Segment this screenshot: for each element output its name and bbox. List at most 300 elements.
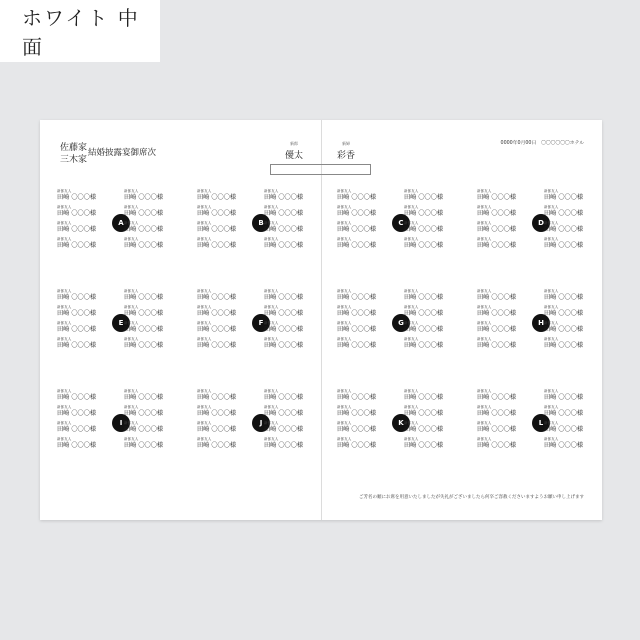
guest-name: 田崎 〇〇〇様	[124, 210, 164, 217]
guest-entry	[544, 190, 596, 201]
guest-entry	[337, 306, 389, 317]
guest-title: 新郎友人	[404, 305, 419, 309]
table-b	[197, 190, 317, 252]
guest-name: 田崎 〇〇〇様	[404, 426, 444, 433]
guest-title: 新郎友人	[197, 237, 212, 241]
guest-name: 田崎 〇〇〇様	[124, 226, 164, 233]
guest-entry	[57, 438, 109, 449]
guest-title: 新郎友人	[337, 205, 352, 209]
table-k	[337, 390, 457, 452]
guest-entry	[544, 338, 596, 349]
guest-name: 田崎 〇〇〇様	[477, 410, 517, 417]
guest-entry	[404, 290, 456, 301]
guest-title: 新郎友人	[57, 405, 72, 409]
guest-name: 田崎 〇〇〇様	[197, 294, 237, 301]
table-l	[477, 390, 597, 452]
guest-name: 田崎 〇〇〇様	[477, 326, 517, 333]
guest-name: 田崎 〇〇〇様	[544, 394, 584, 401]
guest-name: 田崎 〇〇〇様	[477, 310, 517, 317]
guest-title: 新郎友人	[337, 221, 352, 225]
guest-title: 新郎友人	[337, 437, 352, 441]
guest-name: 田崎 〇〇〇様	[264, 426, 304, 433]
guest-title: 新郎友人	[57, 421, 72, 425]
table-marker: K	[392, 414, 410, 432]
guest-title: 新郎友人	[264, 337, 279, 341]
guest-entry	[337, 238, 389, 249]
table-marker: C	[392, 214, 410, 232]
guest-name: 田崎 〇〇〇様	[544, 442, 584, 449]
table-c	[337, 190, 457, 252]
guest-name: 田崎 〇〇〇様	[544, 194, 584, 201]
guest-entry	[337, 190, 389, 201]
guest-entry	[404, 238, 456, 249]
guest-entry	[124, 406, 176, 417]
guest-title: 新郎友人	[264, 189, 279, 193]
guest-entry	[197, 222, 249, 233]
guest-name: 田崎 〇〇〇様	[337, 210, 377, 217]
guest-title: 新郎友人	[57, 337, 72, 341]
guest-entry	[124, 290, 176, 301]
guest-entry	[57, 306, 109, 317]
guest-name: 田崎 〇〇〇様	[337, 226, 377, 233]
guest-title: 新郎友人	[477, 221, 492, 225]
guest-entry	[477, 206, 529, 217]
guest-entry	[404, 338, 456, 349]
guest-name: 田崎 〇〇〇様	[197, 342, 237, 349]
guest-entry	[124, 422, 176, 433]
guest-title: 新郎友人	[544, 289, 559, 293]
guest-name: 田崎 〇〇〇様	[57, 210, 97, 217]
guest-name: 田崎 〇〇〇様	[124, 294, 164, 301]
guest-entry	[264, 406, 316, 417]
groom-name: 優太	[285, 151, 304, 161]
guest-entry	[57, 190, 109, 201]
guest-name: 田崎 〇〇〇様	[57, 242, 97, 249]
guest-name: 田崎 〇〇〇様	[197, 210, 237, 217]
guest-title: 新郎友人	[477, 189, 492, 193]
guest-title: 新郎友人	[544, 205, 559, 209]
guest-entry	[477, 322, 529, 333]
guest-name: 田崎 〇〇〇様	[197, 326, 237, 333]
table-d	[477, 190, 597, 252]
guest-title: 新郎友人	[197, 205, 212, 209]
guest-entry	[197, 206, 249, 217]
guest-title: 新郎友人	[124, 437, 139, 441]
guest-entry	[57, 206, 109, 217]
guest-title: 新郎友人	[264, 237, 279, 241]
guest-name: 田崎 〇〇〇様	[337, 426, 377, 433]
guest-name: 田崎 〇〇〇様	[57, 394, 97, 401]
guest-title: 新郎友人	[544, 237, 559, 241]
guest-title: 新郎友人	[124, 237, 139, 241]
guest-title: 新郎友人	[57, 437, 72, 441]
guest-name: 田崎 〇〇〇様	[404, 210, 444, 217]
guest-title: 新郎友人	[544, 321, 559, 325]
guest-entry	[264, 206, 316, 217]
guest-name: 田崎 〇〇〇様	[337, 310, 377, 317]
guest-name: 田崎 〇〇〇様	[124, 426, 164, 433]
guest-title: 新郎友人	[57, 389, 72, 393]
guest-entry	[477, 390, 529, 401]
guest-name: 田崎 〇〇〇様	[57, 342, 97, 349]
table-f	[197, 290, 317, 352]
guest-title: 新郎友人	[404, 437, 419, 441]
guest-name: 田崎 〇〇〇様	[57, 410, 97, 417]
guest-entry	[57, 238, 109, 249]
guest-name: 田崎 〇〇〇様	[337, 342, 377, 349]
guest-entry	[544, 222, 596, 233]
guest-name: 田崎 〇〇〇様	[477, 342, 517, 349]
table-marker: I	[112, 414, 130, 432]
guest-name: 田崎 〇〇〇様	[544, 226, 584, 233]
guest-entry	[404, 438, 456, 449]
guest-entry	[124, 238, 176, 249]
guest-title: 新郎友人	[477, 305, 492, 309]
guest-title: 新郎友人	[197, 437, 212, 441]
guest-title: 新郎友人	[124, 221, 139, 225]
guest-entry	[197, 190, 249, 201]
guest-name: 田崎 〇〇〇様	[57, 226, 97, 233]
bride-family-name: 三木家	[60, 155, 88, 165]
date-venue: 0000年0月00日 〇〇〇〇〇〇ホテル	[500, 141, 584, 146]
guest-entry	[544, 238, 596, 249]
guest-name: 田崎 〇〇〇様	[404, 394, 444, 401]
guest-title: 新郎友人	[337, 189, 352, 193]
guest-entry	[404, 322, 456, 333]
guest-name: 田崎 〇〇〇様	[264, 294, 304, 301]
guest-title: 新郎友人	[124, 205, 139, 209]
guest-name: 田崎 〇〇〇様	[404, 310, 444, 317]
guest-entry	[337, 438, 389, 449]
guest-entry	[404, 190, 456, 201]
guest-title: 新郎友人	[124, 421, 139, 425]
footer-note: ご芳名の順にお席を用意いたしましたが失礼がございましたら何卒ご容赦くださいますようお願い申し上げます	[359, 495, 584, 500]
guest-entry	[544, 438, 596, 449]
guest-name: 田崎 〇〇〇様	[337, 410, 377, 417]
guest-entry	[477, 438, 529, 449]
guest-name: 田崎 〇〇〇様	[477, 294, 517, 301]
guest-entry	[57, 338, 109, 349]
guest-entry	[544, 306, 596, 317]
guest-entry	[544, 406, 596, 417]
table-marker: A	[112, 214, 130, 232]
guest-name: 田崎 〇〇〇様	[57, 194, 97, 201]
guest-title: 新郎友人	[477, 405, 492, 409]
guest-title: 新郎友人	[477, 289, 492, 293]
guest-name: 田崎 〇〇〇様	[124, 326, 164, 333]
guest-title: 新郎友人	[264, 205, 279, 209]
guest-title: 新郎友人	[404, 189, 419, 193]
guest-name: 田崎 〇〇〇様	[197, 242, 237, 249]
guest-title: 新郎友人	[124, 289, 139, 293]
guest-entry	[404, 206, 456, 217]
guest-entry	[337, 406, 389, 417]
guest-title: 新郎友人	[544, 405, 559, 409]
guest-title: 新郎友人	[544, 389, 559, 393]
document-title: 結婚披露宴御席次	[88, 148, 157, 158]
guest-title: 新郎友人	[124, 305, 139, 309]
table-marker: B	[252, 214, 270, 232]
guest-name: 田崎 〇〇〇様	[544, 342, 584, 349]
guest-title: 新郎友人	[477, 321, 492, 325]
guest-title: 新郎友人	[477, 389, 492, 393]
guest-title: 新郎友人	[337, 321, 352, 325]
guest-entry	[264, 422, 316, 433]
guest-entry	[337, 390, 389, 401]
name-box	[270, 164, 371, 175]
guest-name: 田崎 〇〇〇様	[264, 226, 304, 233]
guest-title: 新郎友人	[544, 305, 559, 309]
guest-title: 新郎友人	[264, 289, 279, 293]
guest-title: 新郎友人	[477, 421, 492, 425]
table-g	[337, 290, 457, 352]
guest-title: 新郎友人	[477, 205, 492, 209]
guest-entry	[264, 390, 316, 401]
guest-name: 田崎 〇〇〇様	[124, 394, 164, 401]
guest-entry	[197, 306, 249, 317]
guest-title: 新郎友人	[264, 221, 279, 225]
guest-title: 新郎友人	[404, 205, 419, 209]
guest-name: 田崎 〇〇〇様	[404, 326, 444, 333]
guest-name: 田崎 〇〇〇様	[264, 342, 304, 349]
guest-entry	[477, 222, 529, 233]
guest-entry	[337, 338, 389, 349]
guest-name: 田崎 〇〇〇様	[477, 226, 517, 233]
table-h	[477, 290, 597, 352]
guest-title: 新郎友人	[264, 321, 279, 325]
guest-title: 新郎友人	[404, 221, 419, 225]
guest-title: 新郎友人	[264, 389, 279, 393]
guest-name: 田崎 〇〇〇様	[404, 242, 444, 249]
guest-title: 新郎友人	[404, 337, 419, 341]
guest-entry	[404, 390, 456, 401]
guest-name: 田崎 〇〇〇様	[57, 294, 97, 301]
guest-name: 田崎 〇〇〇様	[264, 310, 304, 317]
guest-name: 田崎 〇〇〇様	[57, 426, 97, 433]
guest-name: 田崎 〇〇〇様	[264, 410, 304, 417]
guest-title: 新郎友人	[197, 189, 212, 193]
guest-title: 新郎友人	[124, 405, 139, 409]
guest-name: 田崎 〇〇〇様	[124, 410, 164, 417]
table-marker: D	[532, 214, 550, 232]
guest-entry	[124, 438, 176, 449]
guest-name: 田崎 〇〇〇様	[404, 194, 444, 201]
guest-title: 新郎友人	[197, 337, 212, 341]
guest-title: 新郎友人	[197, 321, 212, 325]
guest-name: 田崎 〇〇〇様	[264, 442, 304, 449]
guest-entry	[197, 338, 249, 349]
guest-title: 新郎友人	[57, 237, 72, 241]
guest-title: 新郎友人	[57, 221, 72, 225]
groom-family-name: 佐藤家	[60, 143, 88, 153]
guest-entry	[477, 338, 529, 349]
guest-name: 田崎 〇〇〇様	[477, 394, 517, 401]
guest-entry	[544, 390, 596, 401]
guest-title: 新郎友人	[57, 321, 72, 325]
guest-name: 田崎 〇〇〇様	[124, 342, 164, 349]
guest-title: 新郎友人	[197, 405, 212, 409]
guest-name: 田崎 〇〇〇様	[337, 442, 377, 449]
guest-entry	[337, 222, 389, 233]
table-j	[197, 390, 317, 452]
guest-entry	[124, 338, 176, 349]
guest-entry	[124, 190, 176, 201]
guest-entry	[197, 238, 249, 249]
guest-name: 田崎 〇〇〇様	[264, 394, 304, 401]
guest-name: 田崎 〇〇〇様	[124, 194, 164, 201]
guest-title: 新郎友人	[264, 437, 279, 441]
guest-title: 新郎友人	[124, 189, 139, 193]
guest-title: 新郎友人	[197, 305, 212, 309]
table-a	[57, 190, 177, 252]
guest-title: 新郎友人	[477, 237, 492, 241]
guest-name: 田崎 〇〇〇様	[57, 442, 97, 449]
guest-entry	[57, 390, 109, 401]
guest-name: 田崎 〇〇〇様	[337, 326, 377, 333]
guest-title: 新郎友人	[404, 321, 419, 325]
guest-name: 田崎 〇〇〇様	[264, 210, 304, 217]
guest-title: 新郎友人	[57, 289, 72, 293]
table-marker: J	[252, 414, 270, 432]
guest-name: 田崎 〇〇〇様	[124, 310, 164, 317]
guest-title: 新郎友人	[404, 389, 419, 393]
guest-entry	[197, 438, 249, 449]
guest-name: 田崎 〇〇〇様	[477, 242, 517, 249]
guest-entry	[57, 406, 109, 417]
guest-name: 田崎 〇〇〇様	[264, 194, 304, 201]
guest-entry	[477, 422, 529, 433]
guest-entry	[404, 306, 456, 317]
guest-title: 新郎友人	[57, 305, 72, 309]
guest-entry	[57, 322, 109, 333]
guest-name: 田崎 〇〇〇様	[57, 326, 97, 333]
guest-title: 新郎友人	[197, 289, 212, 293]
guest-entry	[544, 290, 596, 301]
guest-name: 田崎 〇〇〇様	[544, 242, 584, 249]
guest-entry	[197, 422, 249, 433]
table-i	[57, 390, 177, 452]
guest-entry	[57, 222, 109, 233]
guest-title: 新郎友人	[337, 421, 352, 425]
guest-entry	[477, 306, 529, 317]
guest-name: 田崎 〇〇〇様	[404, 342, 444, 349]
guest-entry	[124, 322, 176, 333]
guest-name: 田崎 〇〇〇様	[337, 242, 377, 249]
guest-name: 田崎 〇〇〇様	[57, 310, 97, 317]
guest-entry	[264, 438, 316, 449]
guest-title: 新郎友人	[264, 421, 279, 425]
guest-entry	[124, 222, 176, 233]
guest-name: 田崎 〇〇〇様	[404, 226, 444, 233]
table-marker: G	[392, 314, 410, 332]
table-marker: E	[112, 314, 130, 332]
table-marker: F	[252, 314, 270, 332]
guest-name: 田崎 〇〇〇様	[337, 194, 377, 201]
guest-title: 新郎友人	[124, 389, 139, 393]
guest-name: 田崎 〇〇〇様	[544, 310, 584, 317]
guest-title: 新郎友人	[477, 337, 492, 341]
guest-title: 新郎友人	[124, 337, 139, 341]
guest-entry	[264, 238, 316, 249]
guest-name: 田崎 〇〇〇様	[197, 426, 237, 433]
guest-entry	[57, 290, 109, 301]
guest-entry	[197, 290, 249, 301]
guest-entry	[264, 338, 316, 349]
guest-entry	[477, 290, 529, 301]
guest-entry	[197, 406, 249, 417]
guest-entry	[124, 390, 176, 401]
guest-name: 田崎 〇〇〇様	[544, 210, 584, 217]
guest-name: 田崎 〇〇〇様	[197, 194, 237, 201]
guest-title: 新郎友人	[57, 189, 72, 193]
guest-title: 新郎友人	[197, 421, 212, 425]
guest-title: 新郎友人	[404, 237, 419, 241]
guest-entry	[264, 290, 316, 301]
guest-name: 田崎 〇〇〇様	[477, 210, 517, 217]
bride-name: 彩香	[337, 151, 356, 161]
guest-entry	[477, 238, 529, 249]
guest-entry	[404, 222, 456, 233]
guest-name: 田崎 〇〇〇様	[544, 426, 584, 433]
guest-entry	[337, 422, 389, 433]
guest-name: 田崎 〇〇〇様	[477, 194, 517, 201]
bride-role: 新婦	[342, 141, 350, 146]
guest-title: 新郎友人	[544, 221, 559, 225]
guest-name: 田崎 〇〇〇様	[404, 294, 444, 301]
guest-title: 新郎友人	[264, 405, 279, 409]
guest-title: 新郎友人	[477, 437, 492, 441]
guest-entry	[337, 290, 389, 301]
guest-name: 田崎 〇〇〇様	[477, 426, 517, 433]
guest-name: 田崎 〇〇〇様	[197, 410, 237, 417]
table-e	[57, 290, 177, 352]
center-fold	[321, 120, 322, 520]
guest-name: 田崎 〇〇〇様	[124, 242, 164, 249]
guest-entry	[544, 206, 596, 217]
guest-entry	[337, 322, 389, 333]
guest-title: 新郎友人	[57, 205, 72, 209]
guest-entry	[264, 306, 316, 317]
guest-title: 新郎友人	[337, 405, 352, 409]
guest-name: 田崎 〇〇〇様	[477, 442, 517, 449]
guest-title: 新郎友人	[404, 421, 419, 425]
table-marker: H	[532, 314, 550, 332]
guest-entry	[124, 306, 176, 317]
guest-entry	[404, 422, 456, 433]
guest-title: 新郎友人	[337, 337, 352, 341]
guest-title: 新郎友人	[404, 405, 419, 409]
guest-entry	[544, 322, 596, 333]
guest-name: 田崎 〇〇〇様	[197, 442, 237, 449]
guest-entry	[264, 190, 316, 201]
guest-name: 田崎 〇〇〇様	[197, 394, 237, 401]
guest-name: 田崎 〇〇〇様	[197, 310, 237, 317]
guest-name: 田崎 〇〇〇様	[544, 326, 584, 333]
guest-entry	[124, 206, 176, 217]
guest-title: 新郎友人	[544, 337, 559, 341]
guest-name: 田崎 〇〇〇様	[337, 394, 377, 401]
guest-name: 田崎 〇〇〇様	[264, 242, 304, 249]
guest-title: 新郎友人	[337, 237, 352, 241]
guest-title: 新郎友人	[337, 389, 352, 393]
guest-entry	[57, 422, 109, 433]
guest-title: 新郎友人	[197, 389, 212, 393]
table-marker: L	[532, 414, 550, 432]
guest-name: 田崎 〇〇〇様	[544, 294, 584, 301]
groom-role: 新郎	[290, 141, 298, 146]
guest-entry	[404, 406, 456, 417]
guest-entry	[197, 390, 249, 401]
